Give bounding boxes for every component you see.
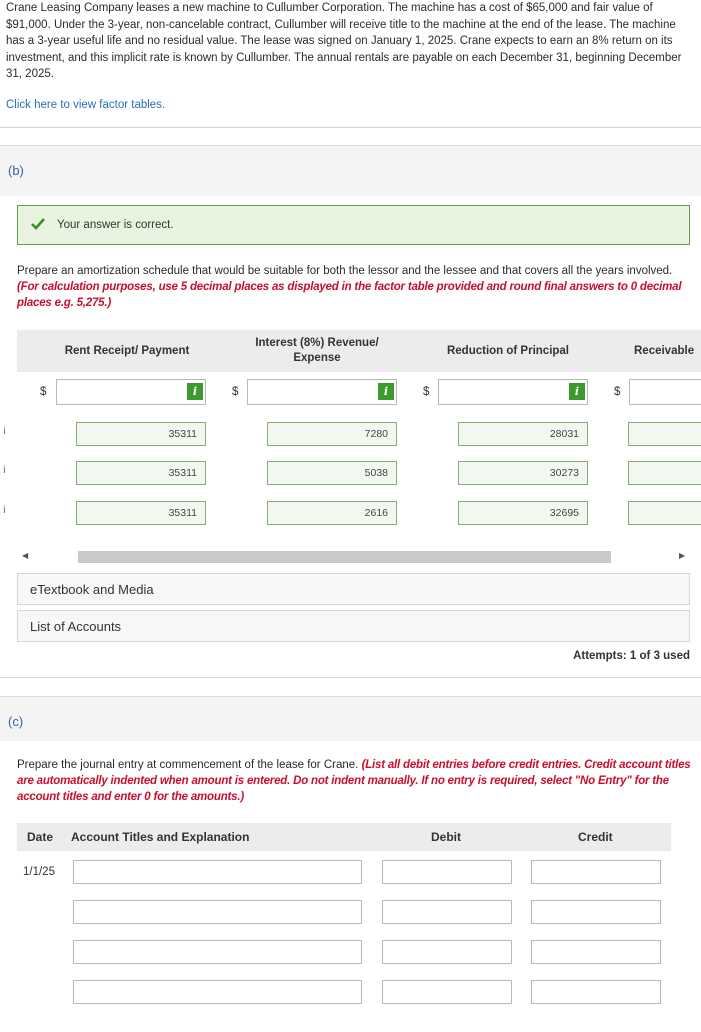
correct-banner [17,205,690,245]
part-b-instruction-text: Prepare an amortization schedule that would be suitable for both the lessor and the lessee and that covers all the years involved. [17,265,673,277]
credit-input-4[interactable] [531,980,661,1004]
problem-statement: Crane Leasing Company leases a new machine to Cullumber Corporation. The machine has a cost of $65,000 and fair value of $91,000. Under the 3-year, non-cancelable contract, Cullumber will receive title to the machine at the end of the lease. The machine has a 3-year useful life and no residual value. The lease was signed on January 1, 2025. Crane expects to earn an 8% return on its investment, and this implicit rate is known by Cullumber. The annual rentals are payable on each December 31, beginning December 31, 2025. [6,2,682,81]
col-credit: Credit [578,830,613,844]
col-date: Date [27,830,54,844]
part-b-header [0,145,701,196]
reduction-row-3[interactable]: 32695 [458,501,588,525]
part-b-note: (For calculation purposes, use 5 decimal places as displayed in the factor table provided and round final answers to 0 decimal places e.g. 5,275.) [17,281,682,309]
dollar-sign: $ [232,386,239,398]
col-receivable: Receivable [634,345,695,357]
receivable-row-3[interactable] [628,501,701,525]
interest-row-1[interactable]: 7280 [267,422,397,446]
part-b-instructions [17,263,692,311]
divider [0,127,701,128]
part-c-label: (c) [8,714,24,729]
checkmark-icon [31,218,45,230]
receivable-initial-input[interactable] [629,379,701,405]
list-of-accounts-label: List of Accounts [30,619,122,634]
etextbook-panel[interactable] [17,573,690,605]
account-title-input-1[interactable] [73,860,362,884]
rent-initial-input[interactable] [56,379,206,405]
scroll-left-icon[interactable]: ◀ [22,551,29,560]
col-rent: Rent Receipt/ Payment [64,345,190,357]
credit-input-1[interactable] [531,860,661,884]
debit-input-1[interactable] [382,860,512,884]
dollar-sign: $ [614,386,621,398]
entry-date: 1/1/25 [23,866,55,878]
factor-tables-link[interactable]: Click here to view factor tables. [6,99,166,111]
interest-row-2[interactable]: 5038 [267,461,397,485]
etextbook-label: eTextbook and Media [30,582,154,597]
credit-input-3[interactable] [531,940,661,964]
part-c-note: (List all debit entries before credit entries. Credit account titles are automatically indented when amount is entered. Do not indent manually. If no entry is required, select "No Entry" for the account titles and enter 0 for the amounts.) [17,759,691,803]
reduction-initial-input[interactable] [438,379,588,405]
part-c-instructions [17,757,697,805]
receivable-row-1[interactable] [628,422,701,446]
scrollbar-thumb[interactable] [78,551,611,563]
row-marker: ⅰ [3,505,6,516]
reduction-row-1[interactable]: 28031 [458,422,588,446]
scroll-right-icon[interactable]: ▶ [679,551,686,560]
debit-input-3[interactable] [382,940,512,964]
list-of-accounts-panel[interactable] [17,610,690,642]
col-reduction: Reduction of Principal [446,345,570,357]
info-icon[interactable]: i [378,383,394,400]
interest-initial-input[interactable] [247,379,397,405]
col-interest: Interest (8%) Revenue/ Expense [255,337,379,364]
journal-table-header [17,823,671,851]
col-debit: Debit [431,830,461,844]
receivable-row-2[interactable] [628,461,701,485]
part-b-label: (b) [8,163,24,178]
row-marker: ⅰ [3,465,6,476]
credit-input-2[interactable] [531,900,661,924]
info-icon[interactable]: i [187,383,203,400]
part-c-instruction-text: Prepare the journal entry at commencement of the lease for Crane. [17,759,359,771]
account-title-input-2[interactable] [73,900,362,924]
part-c-header [0,696,701,741]
interest-row-3[interactable]: 2616 [267,501,397,525]
info-icon[interactable]: i [569,383,585,400]
dollar-sign: $ [423,386,430,398]
col-account: Account Titles and Explanation [71,830,250,844]
account-title-input-4[interactable] [73,980,362,1004]
reduction-row-2[interactable]: 30273 [458,461,588,485]
dollar-sign: $ [40,386,47,398]
rent-row-1[interactable]: 35311 [76,422,206,446]
rent-row-3[interactable]: 35311 [76,501,206,525]
attempts-counter: Attempts: 1 of 3 used [573,650,690,662]
debit-input-2[interactable] [382,900,512,924]
rent-row-2[interactable]: 35311 [76,461,206,485]
divider [0,677,701,678]
debit-input-4[interactable] [382,980,512,1004]
account-title-input-3[interactable] [73,940,362,964]
correct-message: Your answer is correct. [57,219,174,231]
amortization-table-header [17,330,701,372]
row-marker: ⅰ [3,426,6,437]
